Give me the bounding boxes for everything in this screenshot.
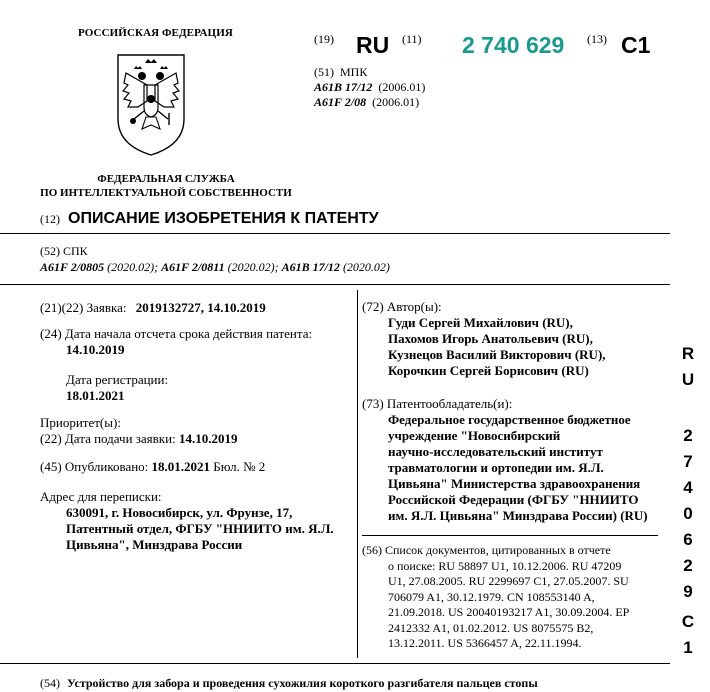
code-13: (13) [587,32,607,46]
invention-title: Устройство для забора и проведения сухожилия короткого разгибателя пальцев стопы [67,676,538,690]
application-field: (21)(22) Заявка: 2019132727, 14.10.2019 [40,300,266,315]
cpc-classes: A61F 2/0805 (2020.02); A61F 2/0811 (2020.02); A61B 17/12 (2020.02) [40,260,390,274]
author-name: Корочкин Сергей Борисович (RU) [388,363,589,378]
agency-name [22,172,310,200]
side-number-char: 1 [683,638,693,657]
term-start-field: (24) Дата начала отсчета срока действия патента: 14.10.2019 [40,326,313,357]
side-number-char: U [681,370,695,389]
code-51: (51) [314,65,334,79]
side-number-char: 4 [683,478,693,497]
side-number-char: 9 [683,582,693,601]
authors-field: (72) Автор(ы): Гуди Сергей Михайлович (RU), Пахомов Игорь Анатольевич (RU), Кузнецов Василий Викторович (RU), Корочкин Сергей Борисович (RU) [362,299,606,378]
author-name: Гуди Сергей Михайлович (RU), [388,315,573,330]
cpc-heading: (52) СПК [40,244,88,258]
ipc-row-2: A61F 2/08 (2006.01) [314,95,420,109]
invention-title-block [40,676,538,691]
ipc-row-1: A61B 17/12 (2006.01) [314,80,426,94]
author-name: Кузнецов Василий Викторович (RU), [388,347,606,362]
document-title-block [40,210,379,228]
side-number-char: 2 [683,426,693,445]
country-code: RU [356,32,390,58]
owner-field: (73) Патентообладатель(и): Федеральное государственное бюджетное учреждение "Новосибирский научно-исследовательский институт травматологии и ортопедии им. Я.Л. Цивьяна" Министерства здравоохранения Российской Федерации (ФГБУ "ННИИТО им. Я.Л. Цивьяна" Минздрава России) (RU) [362,396,648,523]
agency-line-2: ПО ИНТЕЛЛЕКТУАЛЬНОЙ СОБСТВЕННОСТИ [40,187,292,199]
column-divider [357,290,358,658]
code-11: (11) [402,32,422,46]
ipc-label: МПК [340,65,368,79]
side-number-char: 7 [683,452,693,471]
cpc-divider [0,284,670,285]
citations-field: (56) Список документов, цитированных в отчете о поиске: RU 58897 U1, 10.12.2006. RU 47209 U1, 27.08.2005. RU 2299697 C1, 27.05.2007. SU 706079 A1, 30.12.1979. CN 108553140 A, 21.09.2018. US 20040193217 A1, 30.09.2004. EP 2412332 A1, 01.02.2012. US 8075575 B2, 13.12.2011. US 5366457 A, 22.11.1994. [362,543,630,650]
code-54: (54) [40,676,60,690]
document-title: ОПИСАНИЕ ИЗОБРЕТЕНИЯ К ПАТЕНТУ [68,210,379,227]
priority-field: Приоритет(ы): (22) Дата подачи заявки: 14.10.2019 [40,415,238,446]
patent-number: 2 740 629 [462,32,565,58]
owner-divider [362,535,658,536]
published-field: (45) Опубликовано: 18.01.2021 Бюл. № 2 [40,459,266,474]
author-name: Пахомов Игорь Анатольевич (RU), [388,331,593,346]
address-field: Адрес для переписки: 630091, г. Новосибирск, ул. Фрунзе, 17, Патентный отдел, ФГБУ "ННИИТО им. Я.Л. Цивьяна", Минздрава России [40,489,334,552]
title-divider [0,233,670,234]
side-number-char: R [681,344,695,363]
kind-code: C1 [621,32,651,58]
code-19: (19) [314,32,334,46]
bottom-divider [0,663,670,664]
registration-field: Дата регистрации: 18.01.2021 [66,372,169,403]
country-name: РОССИЙСКАЯ ФЕДЕРАЦИЯ [78,27,233,39]
side-number-char: C [681,612,695,631]
agency-line-1: ФЕДЕРАЛЬНАЯ СЛУЖБА [97,173,235,185]
side-number-char: 6 [683,530,693,549]
side-number-char: 0 [683,504,693,523]
ipc-heading [314,65,367,80]
coat-of-arms-emblem [114,49,188,159]
side-number-char: 2 [683,556,693,575]
code-12: (12) [40,212,60,226]
